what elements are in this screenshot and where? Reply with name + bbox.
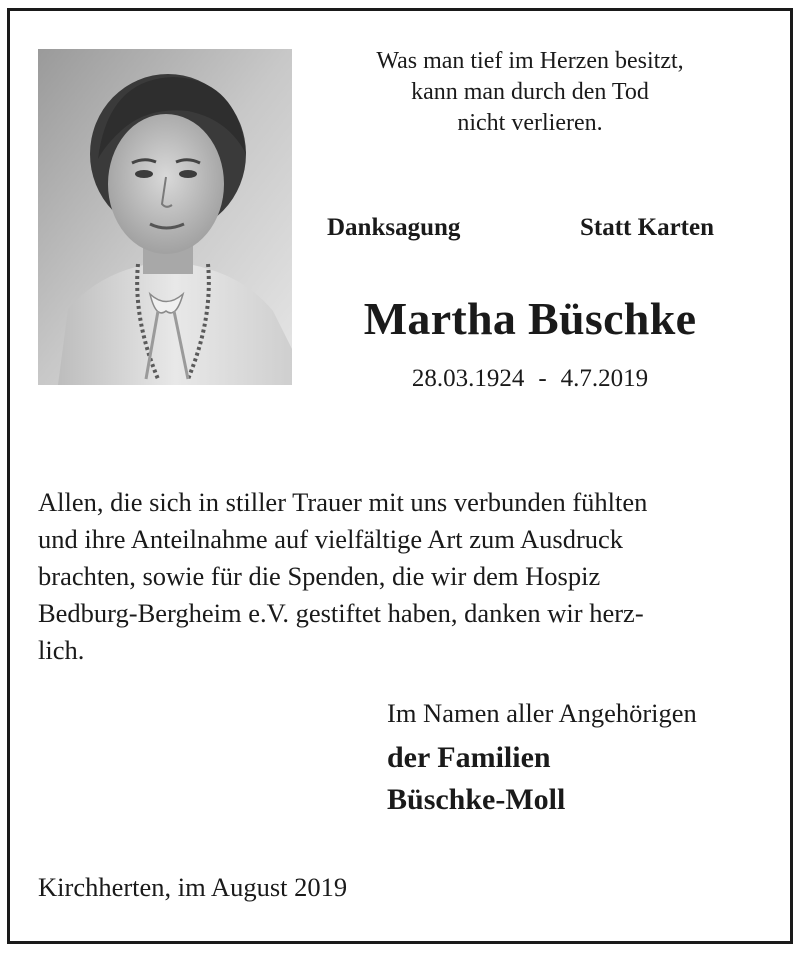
motto-line-1: Was man tief im Herzen besitzt, [376,48,684,74]
message-line: brachten, sowie für die Spenden, die wir dem Hospiz [38,561,601,591]
death-date: 4.7.2019 [560,365,649,392]
portrait-photo [38,49,292,385]
message-line: Bedburg-Bergheim e.V. gestiftet haben, danken wir herz- [38,598,644,628]
message-line: lich. [38,635,85,665]
signature-family [387,737,565,821]
message-line: Allen, die sich in stiller Trauer mit uns verbunden fühlten [38,487,648,517]
place-and-date: Kirchherten, im August 2019 [38,872,348,902]
label-statt-karten: Statt Karten [580,214,714,241]
deceased-name: Martha Büschke [363,293,697,344]
birth-date: 28.03.1924 [411,365,525,392]
portrait-image [38,49,292,385]
date-separator: - [538,365,547,392]
family-line-2: Büschke-Moll [387,783,566,816]
family-line-1: der Familien [387,741,551,774]
label-danksagung: Danksagung [327,214,461,241]
motto-line-3: nicht verlieren. [457,110,603,136]
thank-you-message [38,484,758,669]
message-line: und ihre Anteilnahme auf vielfältige Art zum Ausdruck [38,524,624,554]
motto-quote [320,46,740,139]
motto-line-2: kann man durch den Tod [411,79,649,105]
life-dates [320,365,740,393]
signature-intro: Im Namen aller Angehörigen [387,698,697,728]
